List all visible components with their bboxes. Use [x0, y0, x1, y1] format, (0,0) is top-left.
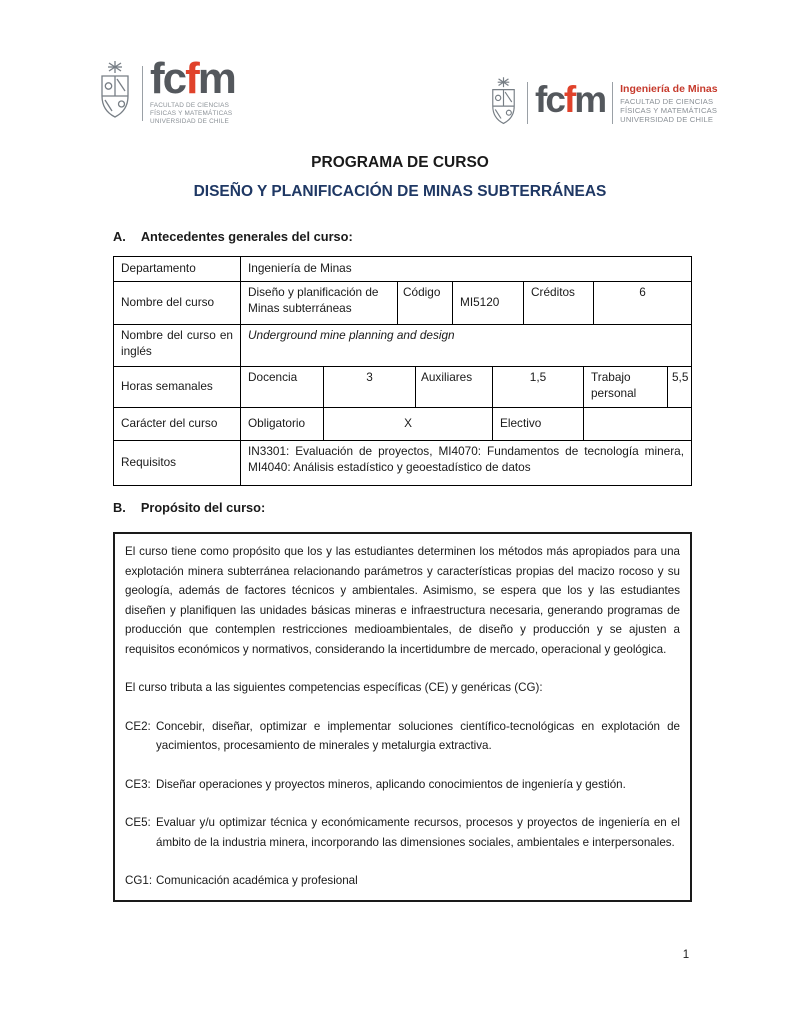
logo-caption: FACULTAD DE CIENCIAS FÍSICAS Y MATEMÁTICAS UNIVERSIDAD DE CHILE: [620, 97, 718, 124]
trabajo-personal-value: 5,5: [668, 367, 692, 408]
docencia-value: 3: [324, 367, 416, 408]
table-row: [114, 282, 692, 325]
purpose-box: [113, 532, 692, 902]
logo-divider: [612, 82, 613, 124]
competency-item: [125, 871, 680, 891]
obligatorio-label: Obligatorio: [241, 408, 324, 441]
section-a-label: A.: [113, 229, 126, 244]
trabajo-personal-label: Trabajo personal: [584, 367, 668, 408]
fcfm-brand-text: fcfm: [535, 79, 606, 120]
competency-item: [125, 813, 680, 852]
creditos-label: Créditos: [524, 282, 594, 325]
creditos-value: 6: [594, 282, 692, 325]
table-row: [114, 441, 692, 486]
caracter-curso-label: Carácter del curso: [114, 408, 241, 441]
nombre-curso-label: Nombre del curso: [114, 282, 241, 325]
competency-code: CE3:: [125, 777, 151, 791]
competency-text: Diseñar operaciones y proyectos mineros, aplicando conocimientos de ingeniería y gestión.: [156, 777, 626, 791]
university-shield-icon: [487, 76, 520, 128]
requisitos-label: Requisitos: [114, 441, 241, 486]
competency-text: Evaluar y/u optimizar técnica y económicamente recursos, procesos y proyectos de ingeniería en el ámbito de la industria minera, incorporando las dimensiones sociales, ambientales e interpersonales.: [156, 816, 680, 849]
auxiliares-value: 1,5: [493, 367, 584, 408]
competency-item: [125, 775, 680, 795]
nombre-curso-value: Diseño y planificación de Minas subterráneas: [241, 282, 398, 325]
document-title: PROGRAMA DE CURSO: [311, 154, 489, 171]
table-row: [114, 325, 692, 367]
auxiliares-label: Auxiliares: [416, 367, 493, 408]
purpose-paragraph: El curso tributa a las siguientes competencias específicas (CE) y genéricas (CG):: [125, 681, 543, 694]
competency-code: CG1:: [125, 874, 153, 887]
table-row: [114, 367, 692, 408]
departamento-label: Departamento: [114, 257, 241, 282]
codigo-label: Código: [398, 282, 453, 325]
nombre-ingles-value: Underground mine planning and design: [241, 325, 692, 367]
table-row: [114, 408, 692, 441]
section-b-label: B.: [113, 500, 126, 515]
section-b-heading: [113, 500, 265, 515]
competency-text: Comunicación académica y profesional: [156, 874, 358, 887]
logo-divider: [142, 66, 143, 121]
purpose-paragraph: El curso tiene como propósito que los y las estudiantes determinen los métodos más apropiados para una explotación minera subterránea relacionando parámetros y características propias del macizo rocoso y su geología, además de factores técnicos y ambientales. Asimismo, se espera que los y las estudiantes diseñen y planifiquen las unidades básicas mineras e infraestructura necesaria, generando programas de producción que contemplen restricciones medioambientales, de diseño y producción y se ajusten a requisitos económicos y normativos, considerando la incertidumbre de mercado, operacional y geológica.: [125, 545, 680, 656]
fcfm-logo-right: [487, 76, 718, 128]
electivo-value: [584, 408, 692, 441]
fcfm-brand-text: fcfm: [150, 54, 235, 103]
docencia-label: Docencia: [241, 367, 324, 408]
horas-semanales-label: Horas semanales: [114, 367, 241, 408]
section-a-title: Antecedentes generales del curso:: [140, 229, 353, 244]
obligatorio-value: X: [324, 408, 493, 441]
university-shield-icon: [95, 60, 135, 122]
table-row: [114, 257, 692, 282]
fcfm-logo-left: [95, 54, 235, 125]
competency-item: [125, 717, 680, 756]
logo-caption: FACULTAD DE CIENCIAS FÍSICAS Y MATEMÁTICAS UNIVERSIDAD DE CHILE: [150, 102, 233, 125]
logo-divider: [527, 82, 528, 124]
page-number: 1: [682, 949, 690, 961]
section-a-heading: [113, 229, 353, 244]
logo-department-text: Ingeniería de Minas: [620, 83, 718, 95]
departamento-value: Ingeniería de Minas: [241, 257, 692, 282]
nombre-ingles-label: Nombre del curso en inglés: [114, 325, 241, 367]
competency-code: CE2:: [125, 719, 151, 733]
section-b-title: Propósito del curso:: [140, 500, 266, 515]
document-subtitle: DISEÑO Y PLANIFICACIÓN DE MINAS SUBTERRÁNEAS: [193, 183, 607, 200]
competency-code: CE5:: [125, 816, 151, 829]
course-info-table: [113, 256, 692, 486]
electivo-label: Electivo: [493, 408, 584, 441]
codigo-value: MI5120: [453, 282, 524, 325]
competency-text: Concebir, diseñar, optimizar e implementar soluciones científico-tecnológicas en explotación de yacimientos, procesamiento de minerales y metalurgia extractiva.: [156, 719, 680, 752]
requisitos-value: IN3301: Evaluación de proyectos, MI4070: Fundamentos de tecnología minera, MI4040: Análisis estadístico y geoestadístico de datos: [241, 441, 692, 486]
